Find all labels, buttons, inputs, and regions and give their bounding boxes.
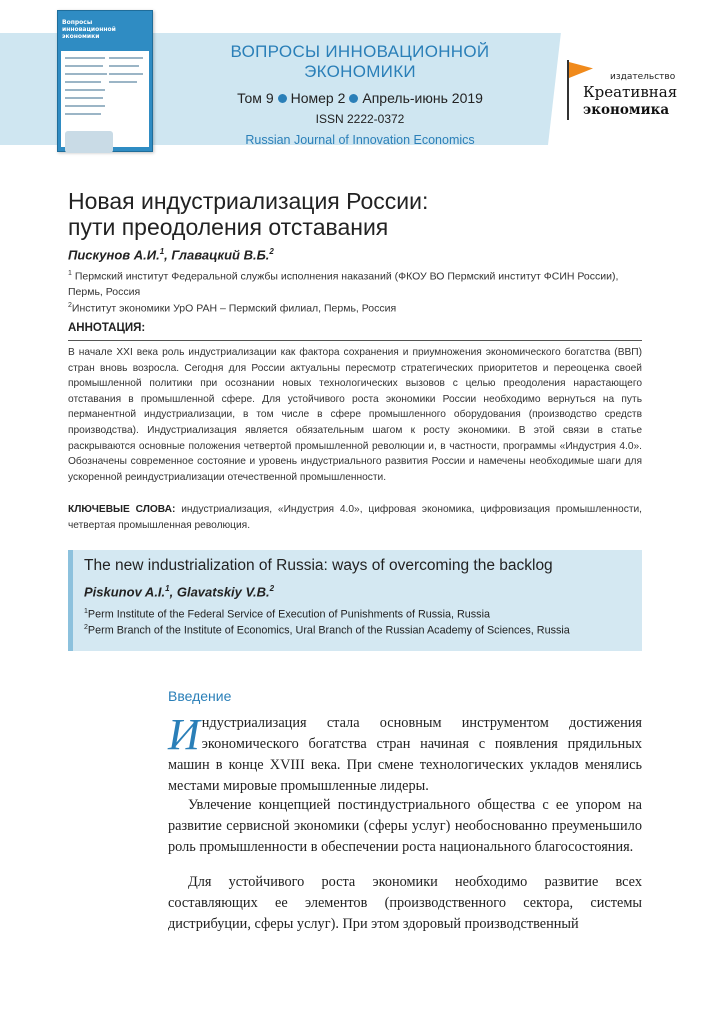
cover-line <box>65 81 101 83</box>
journal-cover-thumbnail[interactable] <box>57 10 153 152</box>
affiliation-2 <box>68 298 648 317</box>
english-affiliation-1 <box>84 608 490 621</box>
affiliation-text: Perm Institute of the Federal Service of Execution of Punishments of Russia, Russia <box>87 608 490 621</box>
article-title <box>68 188 648 240</box>
publisher-label: издательство <box>610 72 676 82</box>
cover-world-map <box>65 131 113 153</box>
cover-title-line2: инновационной экономики <box>62 26 116 40</box>
author-sup: 1 <box>159 247 165 256</box>
publisher-name-line2: экономика <box>583 102 670 118</box>
cover-title <box>62 19 152 40</box>
author-sup: 2 <box>269 584 275 593</box>
cover-line <box>109 81 137 83</box>
issue-number: Номер 2 <box>290 90 346 106</box>
flag-pole-icon <box>567 60 569 120</box>
affiliation-text: Институт экономики УрО РАН – Пермский филиал, Пермь, Россия <box>71 302 397 315</box>
publisher-name-line1: Креативная <box>583 83 678 101</box>
author-name: Пискунов А.И. <box>68 247 160 263</box>
author-name: Glavatskiy V.B. <box>176 584 270 600</box>
body-paragraph-2: Увлечение концепцией постиндустриального общества с ее упором на развитие сервисной экономики (сферы услуг) необоснованно преуменьшило роль промышленности в обеспечении роста национального благосостояния. <box>168 797 642 855</box>
cover-line <box>65 97 103 99</box>
english-affiliation-2 <box>84 624 570 637</box>
affiliation-1 <box>68 266 648 300</box>
issn: ISSN 2222-0372 <box>315 112 405 126</box>
english-title: The new industrialization of Russia: ways of overcoming the backlog <box>84 557 553 574</box>
cover-body <box>61 51 149 147</box>
cover-line <box>65 113 101 115</box>
affiliation-text: Пермский институт Федеральной службы исполнения наказаний (ФКОУ ВО Пермский институт ФСИН России), Пермь, Россия <box>68 270 619 298</box>
annotation-divider <box>68 340 642 341</box>
cover-line <box>65 89 105 91</box>
journal-masthead <box>190 42 530 147</box>
author-sup: 2 <box>269 247 274 256</box>
article-title-line2: пути преодоления отставания <box>68 214 389 240</box>
author-name: Piskunov A.I. <box>84 584 166 600</box>
affiliation-sup: 2 <box>84 624 88 631</box>
cover-line <box>109 65 139 67</box>
cover-line <box>109 73 143 75</box>
bullet-icon <box>278 94 287 103</box>
authors-ru: Пискунов А.И.$^1$, Главацкий В.Б.$^2$ <box>68 247 274 263</box>
annotation-text: В начале XXI века роль индустриализации как фактора сохранения и приумножения экономического богатства (ВВП) стран вновь возросла. Сегодня для России актуальны пересмотр стратегических приоритетов и переоценка своей промышленной политики при осознании новых технологических вызовов с целью преодоления нарастающего отставания в промышленной сфере. Для устойчивого роста экономики России необходимо вернуться на путь перманентной индустриализации, в том числе в сфере промышленного оборудования (производство средств производства). Индустриализация является обязательным шагом к росту экономики. В этой связи в статье раскрываются основные положения четвертой промышленной революции и, в частности, программы «Индустрия 4.0». Обозначены современное состояние и уровень индустриального развития России и намечены необходимые шаги для ускоренной реиндустриализации отечественной промышленности. <box>68 347 642 483</box>
journal-english-name: Russian Journal of Innovation Economics <box>245 133 475 147</box>
affiliation-sup: 1 <box>84 608 88 615</box>
keywords <box>68 502 642 533</box>
paragraph-text: ндустриализация стала основным инструментом достижения экономического богатства стран начиная с появления прядильных машин в конце XVIII века. При смене технологических укладов менялись местами мировые промышленные лидеры. <box>168 715 642 794</box>
affiliation-text: Perm Branch of the Institute of Economics, Ural Branch of the Russian Academy of Sciences, Russia <box>87 624 570 637</box>
affiliation-sup: 1 <box>68 270 72 277</box>
body-paragraph-1 <box>168 710 642 797</box>
author-name: Главацкий В.Б. <box>171 247 270 263</box>
journal-title: ВОПРОСЫ ИННОВАЦИОННОЙ ЭКОНОМИКИ <box>230 42 490 81</box>
cover-line <box>65 65 103 67</box>
body-paragraph-3: Для устойчивого роста экономики необходимо развитие всех составляющих ее элементов (производственного сектора, системы дистрибуции, сферы услуг). При этом здоровый производственный <box>168 874 642 932</box>
keywords-label: КЛЮЧЕВЫЕ СЛОВА: <box>68 504 176 515</box>
author-sup: 1 <box>165 584 170 593</box>
affiliation-sup: 2 <box>68 302 72 309</box>
section-heading: Введение <box>168 688 232 704</box>
cover-line <box>65 73 107 75</box>
issue-period: Апрель-июнь 2019 <box>362 90 483 106</box>
keywords-text: индустриализация, «Индустрия 4.0», цифровая экономика, цифровизация промышленности, четвертая промышленная революция. <box>68 504 642 531</box>
volume: Том 9 <box>237 90 274 106</box>
cover-line <box>109 57 143 59</box>
annotation-heading: АННОТАЦИЯ: <box>68 322 146 334</box>
cover-line <box>65 57 105 59</box>
journal-issue-line <box>190 90 530 106</box>
bullet-icon <box>349 94 358 103</box>
article-title-line1: Новая индустриализация России: <box>68 188 429 214</box>
authors-en: Piskunov A.I.$^1$, Glavatskiy V.B.$^2$ <box>84 584 275 600</box>
drop-cap: И <box>168 710 200 759</box>
cover-line <box>65 105 105 107</box>
cover-title-line1: Вопросы <box>62 19 93 26</box>
